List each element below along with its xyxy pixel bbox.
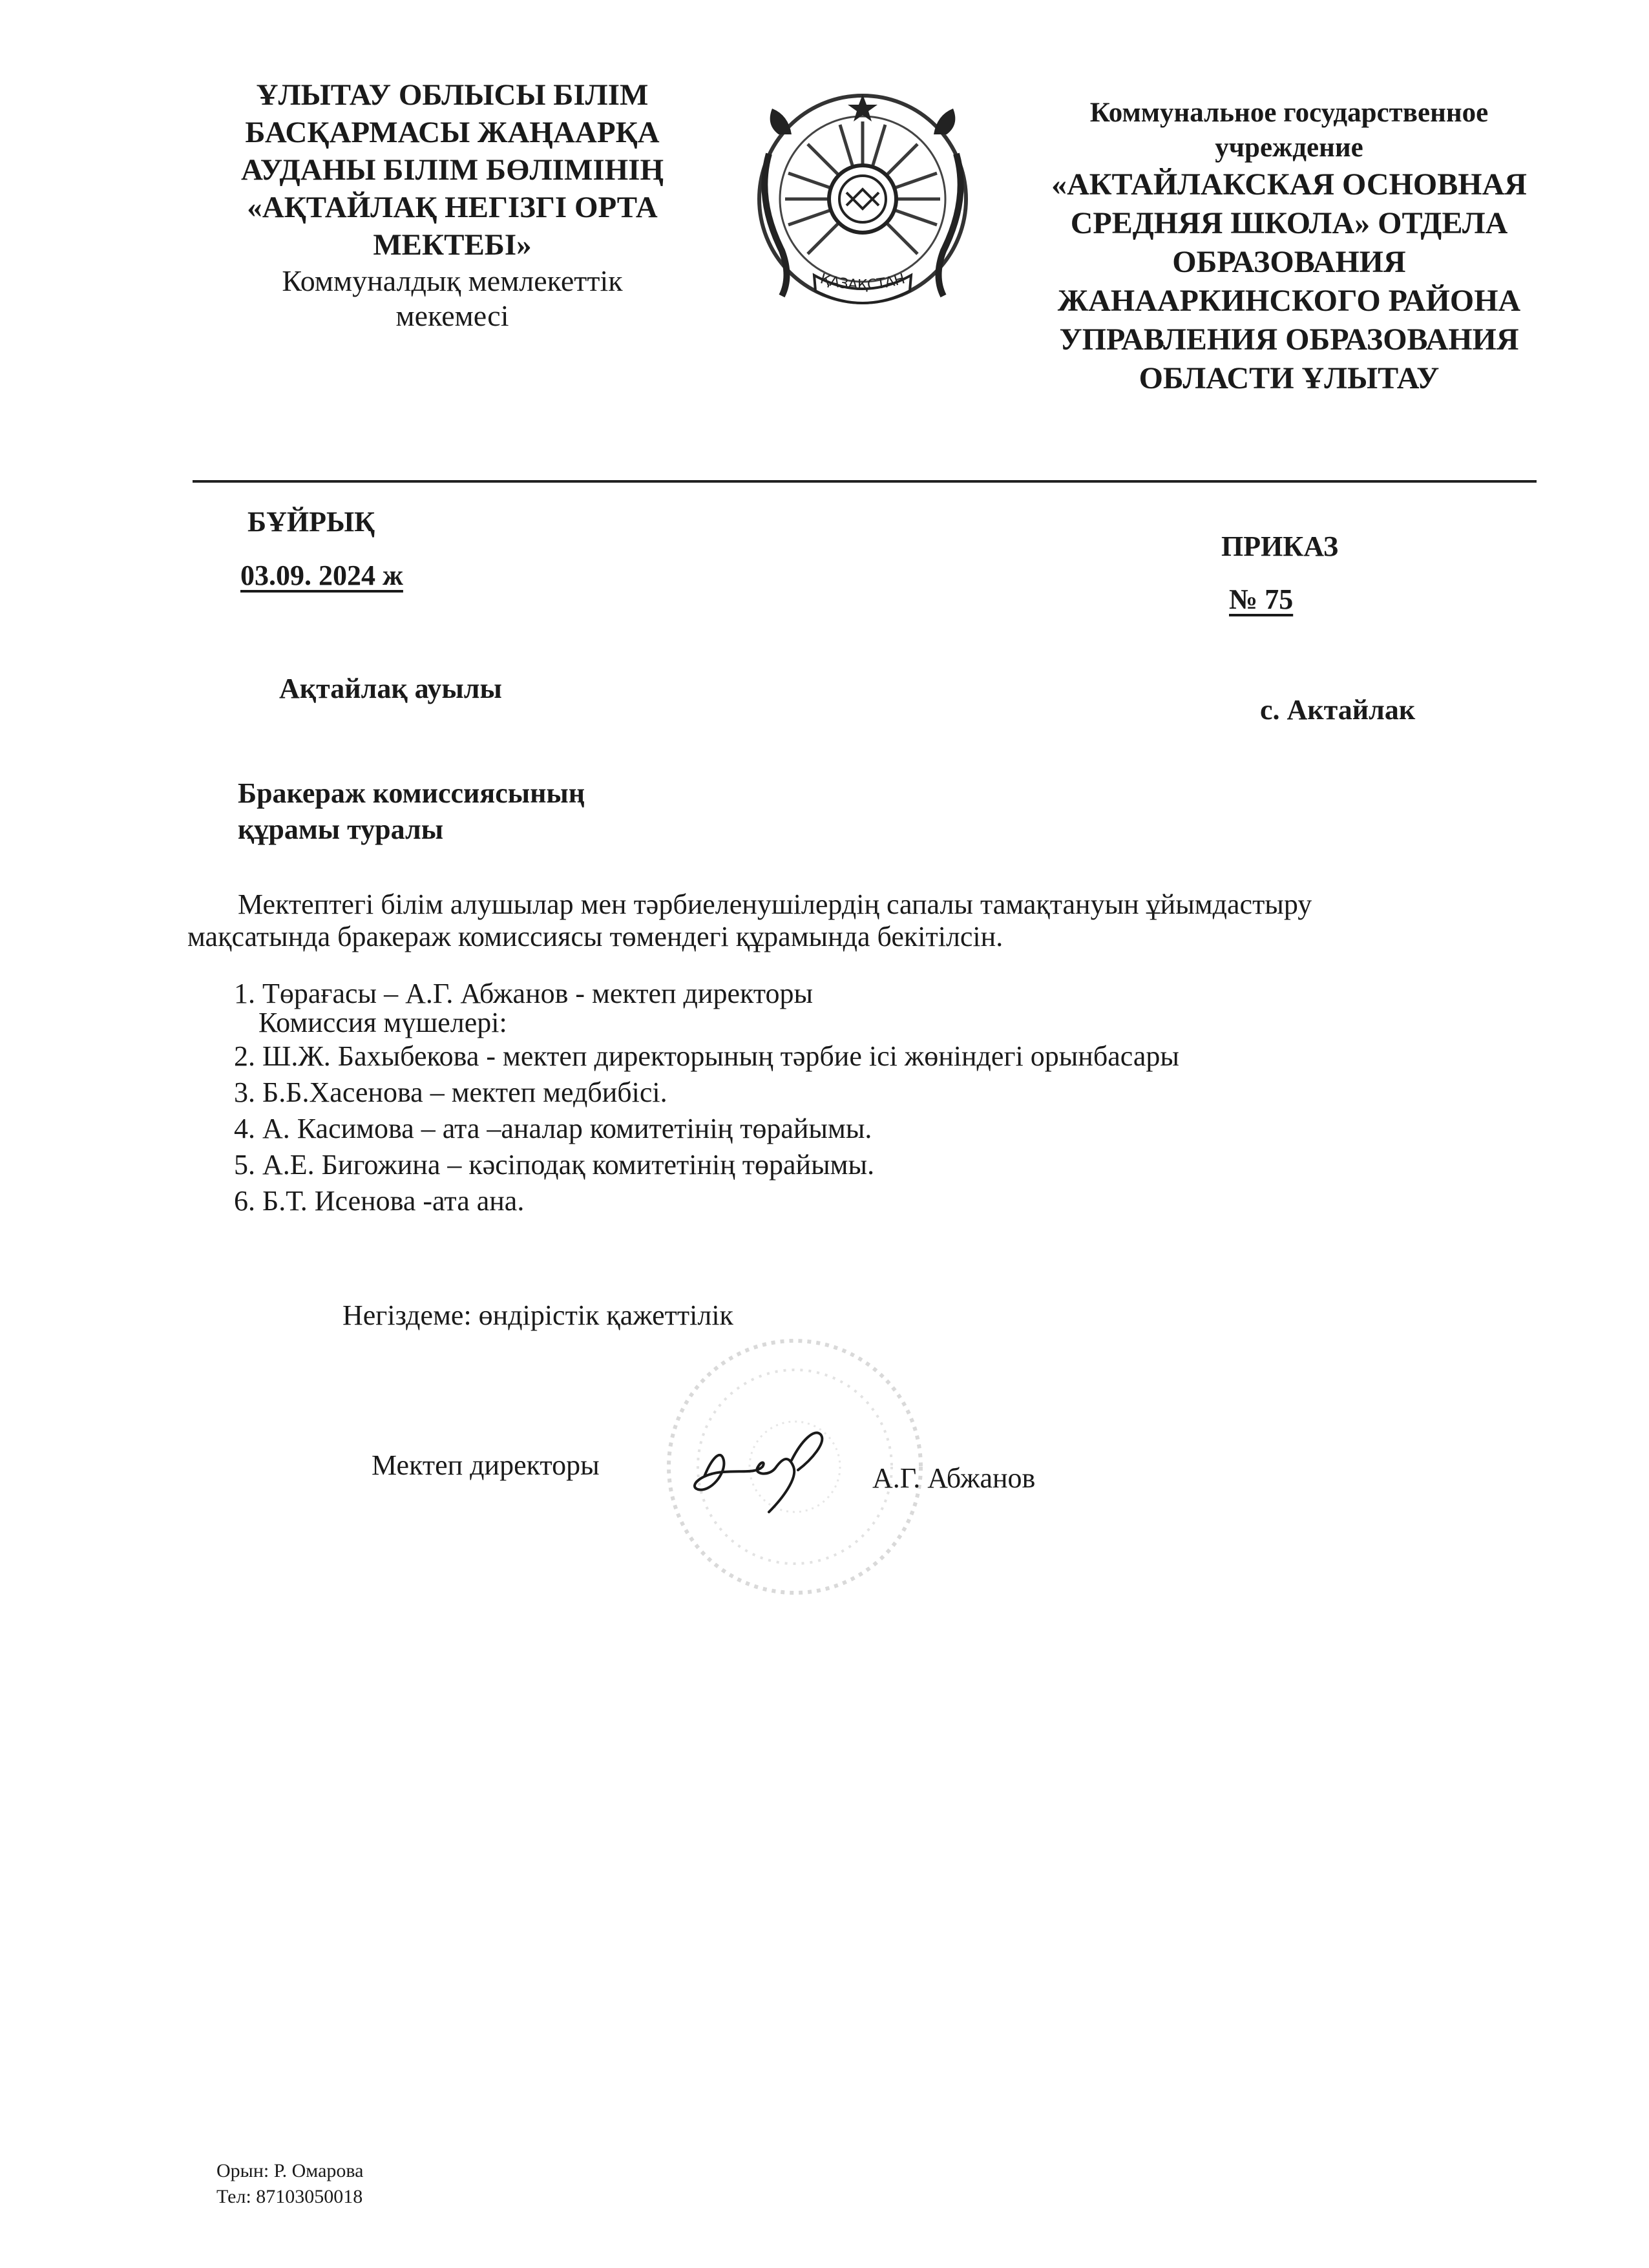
emblem-ribbon-text: ҚАЗАҚСТАН: [818, 271, 907, 294]
executor-phone: Тел: 87103050018: [216, 2186, 363, 2207]
list-item: 6. Б.Т. Исенова -ата ана.: [234, 1185, 525, 1217]
state-emblem-icon: [743, 89, 982, 315]
header-kz-org: ҰЛЫТАУ ОБЛЫСЫ БІЛІМ БАСҚАРМАСЫ ЖАҢААРҚА АУДАНЫ БІЛІМ БӨЛІМІНІҢ «АҚТАЙЛАҚ НЕГІЗГІ ОРТА МЕКТЕБІ»: [240, 78, 664, 262]
place-ru: с. Актайлак: [1260, 694, 1416, 726]
members-list: [234, 1040, 1179, 1221]
body-intro-line: Мектептегі білім алушылар мен тәрбиеленушілердің сапалы тамақтануын ұйымдастыру: [238, 888, 1312, 920]
header-kz: [162, 76, 743, 333]
director-title: Мектеп директоры: [372, 1449, 600, 1481]
header-kz-type: Коммуналдық мемлекеттік мекемесі: [282, 264, 623, 332]
order-number: № 75: [1229, 583, 1294, 615]
order-basis: Негіздеме: өндірістік қажеттілік: [342, 1299, 733, 1331]
list-item: 2. Ш.Ж. Бахыбекова - мектеп директорының тәрбие ісі жөніндегі орынбасары: [234, 1040, 1179, 1072]
order-subject-line: Бракераж комиссиясының: [238, 777, 585, 809]
header-ru-org: «АКТАЙЛАКСКАЯ ОСНОВНАЯ СРЕДНЯЯ ШКОЛА» ОТДЕЛА ОБРАЗОВАНИЯ ЖАНААРКИНСКОГО РАЙОНА УПРАВЛЕНИЯ ОБРАЗОВАНИЯ ОБЛАСТИ ҰЛЫТАУ: [1051, 167, 1527, 395]
header-ru: [1008, 96, 1570, 398]
header-divider: [193, 480, 1537, 483]
body-intro-line: мақсатында бракераж комиссиясы төмендегі құрамында бекітілсін.: [187, 921, 1003, 952]
director-name: А.Г. Абжанов: [872, 1462, 1036, 1494]
order-subject-line: құрамы туралы: [238, 814, 444, 845]
order-word-kz: БҰЙРЫҚ: [247, 506, 375, 538]
order-subject: [238, 775, 585, 848]
order-word-ru: ПРИКАЗ: [1221, 530, 1339, 562]
signature-icon: [685, 1422, 853, 1518]
members-heading: Комиссия мүшелері:: [258, 1007, 507, 1038]
header-ru-type: Коммунальное государственное учреждение: [1089, 98, 1489, 163]
commission-chair: 1. Төрағасы – А.Г. Абжанов - мектеп директоры: [234, 978, 814, 1009]
order-date: 03.09. 2024 ж: [240, 560, 403, 591]
list-item: 5. А.Е. Бигожина – кәсіподақ комитетінің төрайымы.: [234, 1149, 875, 1181]
executor-name: Орын: Р. Омарова: [216, 2160, 364, 2181]
list-item: 3. Б.Б.Хасенова – мектеп медбибісі.: [234, 1076, 667, 1108]
place-kz: Ақтайлақ ауылы: [279, 673, 502, 704]
footer-executor: [216, 2158, 364, 2210]
list-item: 4. А. Касимова – ата –аналар комитетінің төрайымы.: [234, 1113, 872, 1144]
